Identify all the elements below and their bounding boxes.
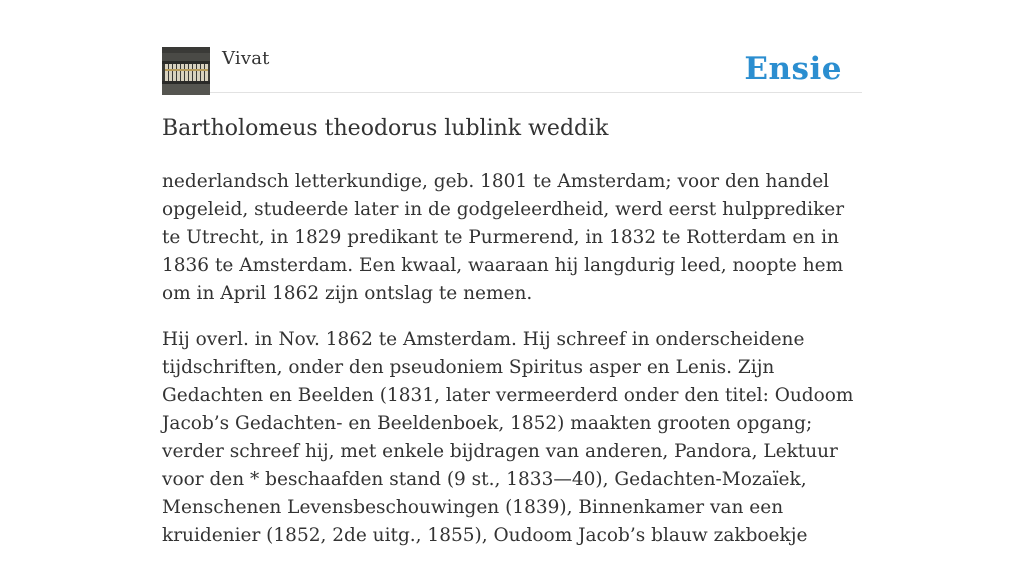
paragraph: Hij overl. in Nov. 1862 te Amsterdam. Hij schreef in onderscheidene tijdschriften, onder den pseudoniem Spiritus asper en Lenis. Zijn Gedachten en Beelden (1831, later vermeerderd onder den titel: Oudoom Jacob’s Gedachten- en Beeldenboek, 1852) maakten grooten opgang; verder schreef hij, met enkele bijdragen van anderen, Pandora, Lektuur voor den * beschaafden stand (9 st., 1833—40), Gedachten-Mozaïek, Menschenen Levensbeschouwingen (1839), Binnenkamer van een kruidenier (1852, 2de uitg., 1855), Oudoom Jacob’s blauw zakboekje [162,329,854,546]
page-title: Bartholomeus theodorus lublink weddik [162,116,609,141]
header [162,46,862,93]
article-body [162,168,868,568]
author-avatar[interactable] [162,47,210,95]
ensie-logo[interactable]: Ensie [744,51,842,87]
paragraph: nederlandsch letterkundige, geb. 1801 te Amsterdam; voor den handel opgeleid, studeerde later in de godgeleerdheid, werd eerst hulpprediker te Utrecht, in 1829 predikant te Purmerend, in 1832 te Rotterdam en in 1836 te Amsterdam. Een kwaal, waaraan hij langdurig leed, noopte hem om in April 1862 zijn ontslag te nemen. [162,171,845,304]
author-name[interactable]: Vivat [222,48,270,69]
bookshelf-icon [162,47,210,95]
